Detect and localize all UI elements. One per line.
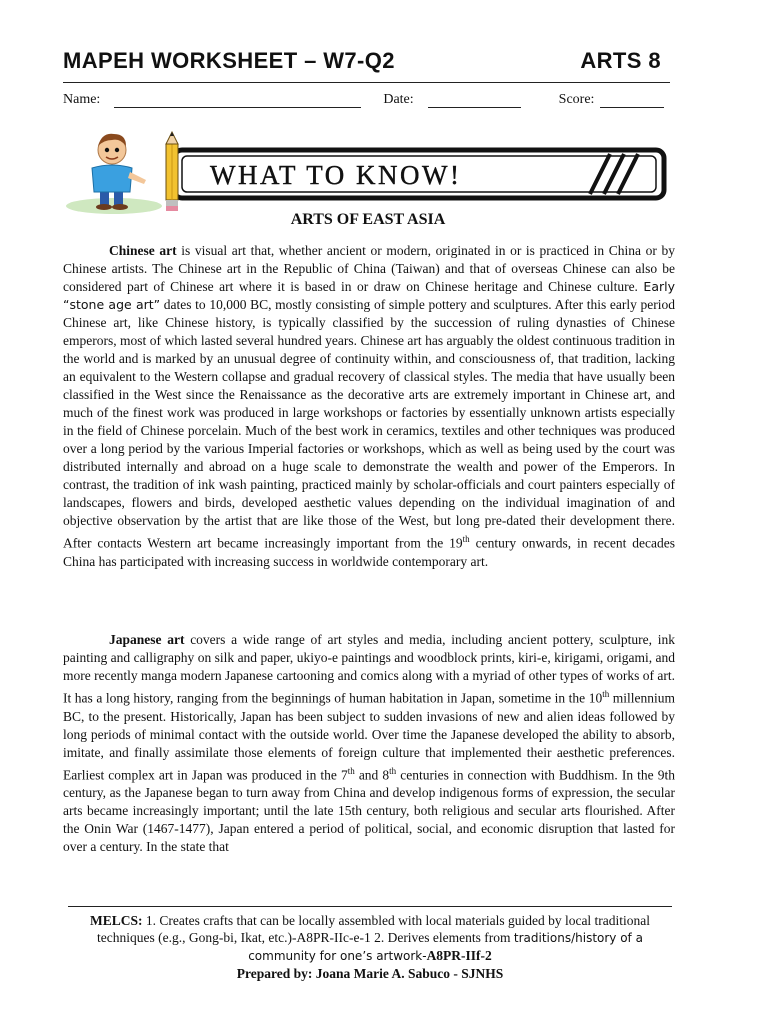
what-to-know-banner <box>62 128 674 214</box>
worksheet-title: MAPEH WORKSHEET – W7-Q2 <box>63 48 395 73</box>
paragraph-text: is visual art that, whether ancient or modern, originated in or is practiced in China or by Chinese artists. The Chinese art in the Republic of China (Taiwan) and that of overseas Chinese can also be considered part of Chinese art where it is based in or draw on Chinese heritage and Chinese culture. <box>63 243 675 294</box>
date-field[interactable] <box>428 95 521 108</box>
paragraph-text: millennium BC, to the present. Historically, Japan has been subject to sudden invasions of new and alien ideas followed by long periods of minimal contact with the outside world. Over time the Japanese developed the ability to absorb, imitate, and finally assimilate those elements of foreign culture that implemented their aesthetic preferences. Earliest complex art in Japan was produced in the 7 <box>63 690 676 782</box>
japanese-art-paragraph <box>63 631 675 856</box>
melcs-body: 1. Creates crafts that can be locally assembled with local materials guided by local traditional techniques (e.g., Gong-bi, Ikat, etc.)-A8PR-IIc-e-1 2. Derives elements from <box>97 913 651 945</box>
chinese-art-paragraph <box>63 242 675 571</box>
score-label: Score: <box>558 92 595 107</box>
superscript: th <box>602 689 610 699</box>
section-heading: ARTS OF EAST ASIA <box>290 211 446 228</box>
superscript: th <box>462 534 470 544</box>
pencil-icon <box>166 132 178 211</box>
paragraph-text: centuries in connection with Buddhism. In the 9th century, as the Japanese began to turn away from China and develop indigenous forms of expression, the secular arts became increasingly important; until the late 15th century, both religious and secular arts flourished. After the Onin War (1467-1477), Japan entered a period of political, social, and economic disruption that lasted for over a century. In the state that <box>63 767 675 854</box>
cartoon-boy-icon <box>66 134 162 214</box>
footer-rule <box>68 906 672 907</box>
melcs-label: MELCS: <box>89 913 143 928</box>
paragraph-text: century onwards, in recent decades China has participated with increasing success in worldwide contemporary art. <box>63 535 675 569</box>
date-label: Date: <box>383 92 414 107</box>
prepared-by: Prepared by: Joana Marie A. Sabuco - SJNHS <box>236 966 504 981</box>
student-info-row <box>63 90 673 108</box>
melcs-code: A8PR-IIf-2 <box>426 948 492 963</box>
worksheet-footer <box>68 912 672 982</box>
paragraph-text: dates to 10,000 BC, mostly consisting of simple pottery and sculptures. After this early period Chinese art, like Chinese history, is typically classified by the succession of ruling dynasties of Chinese emperors, most of which lasted several hundred years. Chinese art has arguably the oldest continuous tradition in the world and is marked by an unusual degree of continuity within, and consciousness of, that tradition, lacking an equivalent to the Western collapse and gradual recovery of classical styles. The media that have usually been classified in the West since the Renaissance as the decorative arts are extremely important in Chinese art, and much of the finest work was produced in large workshops or factories by essentially unknown artists especially in the field of Chinese porcelain. Much of the best work in ceramics, textiles and other techniques was produced over a long period by the various Imperial factories or workshops, which as well as being used by the court was distributed internally and abroad on a huge scale to demonstrate the wealth and power of the Emperors. In contrast, the tradition of ink wash painting, practiced mainly by scholar-officials and court painters especially of landscapes, flowers and birds, developed aesthetic values depending on the individual imagination of and objective observation by the artist that are like those of the West, but long pre-dated their development there. After contacts Western art became increasingly important from the 19 <box>63 297 675 551</box>
melcs-text <box>68 912 672 965</box>
score-field[interactable] <box>600 95 664 108</box>
banner-graphic <box>62 128 674 214</box>
superscript: th <box>347 765 355 776</box>
header-rule <box>63 82 670 83</box>
chinese-art-term: Chinese art <box>109 243 177 258</box>
paragraph-text: Early “stone age art” <box>63 279 675 312</box>
banner-text: WHAT TO KNOW! <box>210 160 462 190</box>
paragraph-text: covers a wide range of art styles and media, including ancient pottery, sculpture, ink painting and calligraphy on silk and paper, ukiyo-e paintings and woodblock prints, kiri-e, kirigami, origami, and more recently manga modern Japanese cartooning and comics along with a myriad of other types of works of art. It has a long history, ranging from the beginnings of human habitation in Japan, sometime in the 10 <box>63 632 675 706</box>
name-field[interactable] <box>114 95 361 108</box>
subject-label: ARTS 8 <box>580 48 661 73</box>
melcs-body: traditions/history of a community for one’s artwork- <box>248 931 643 963</box>
worksheet-header <box>63 44 661 78</box>
superscript: th <box>389 765 397 776</box>
name-label: Name: <box>63 92 101 107</box>
paragraph-text: and 8 <box>354 767 390 782</box>
japanese-art-term: Japanese art <box>109 632 185 647</box>
